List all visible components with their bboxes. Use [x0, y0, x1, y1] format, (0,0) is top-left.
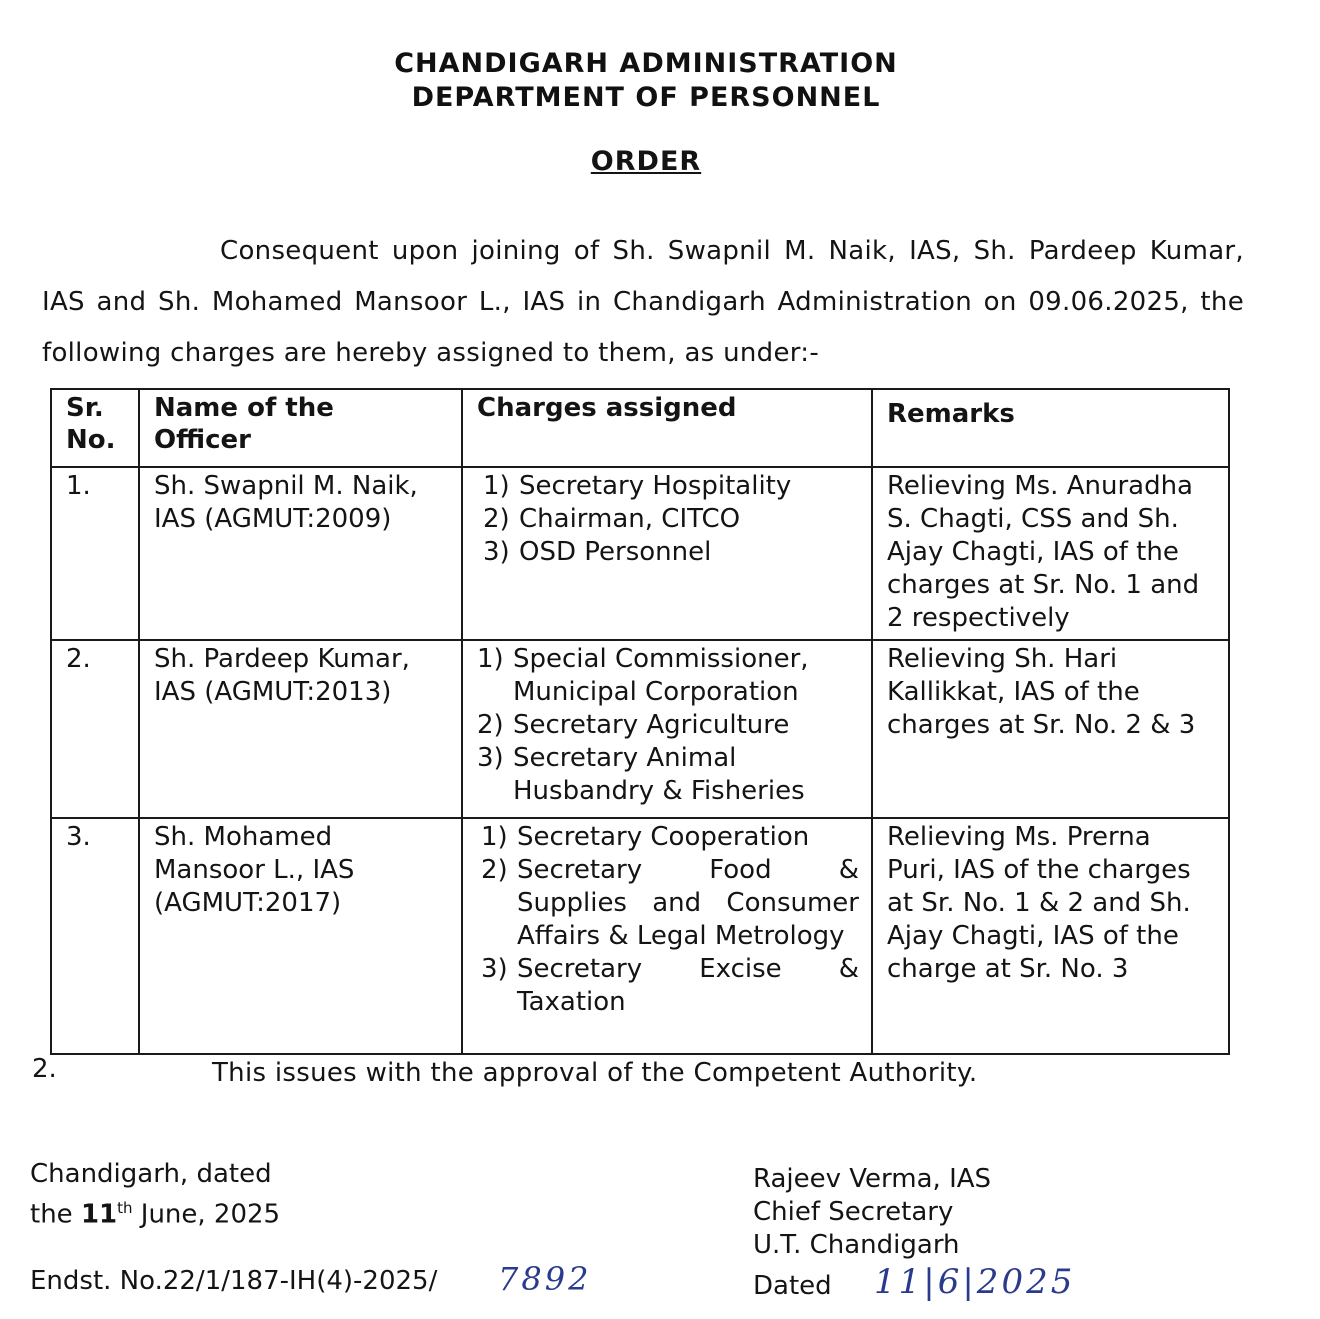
header-sr-no: Sr. No.	[51, 389, 139, 467]
row-sr: 3.	[51, 818, 139, 1054]
paragraph-2-number: 2.	[32, 1054, 57, 1084]
charge-item: 3) OSD Personnel	[483, 537, 712, 567]
table-row	[51, 818, 1229, 1054]
row-charges	[462, 640, 872, 818]
charge-item: 1) Secretary Cooperation	[481, 822, 810, 852]
charge-item: 2) Chairman, CITCO	[483, 504, 741, 534]
order-title: ORDER	[590, 146, 702, 177]
row-remarks: Relieving Ms. Anuradha S. Chagti, CSS and Sh. Ajay Chagti, IAS of the charges at Sr. No. 1 and 2 respectively	[872, 467, 1229, 640]
paragraph-2-text: This issues with the approval of the Competent Authority.	[212, 1058, 978, 1088]
handwritten-date: 11|6|2025	[874, 1262, 1076, 1302]
row-sr: 2.	[51, 640, 139, 818]
row-remarks: Relieving Ms. Prerna Puri, IAS of the charges at Sr. No. 1 & 2 and Sh. Ajay Chagti, IAS of the charge at Sr. No. 3	[872, 818, 1229, 1054]
header-charges: Charges assigned	[462, 389, 872, 467]
row-charges	[462, 467, 872, 640]
place-line: Chandigarh, dated	[30, 1159, 272, 1189]
signatory-designation: Chief Secretary	[753, 1197, 954, 1227]
signatory-place: U.T. Chandigarh	[753, 1230, 960, 1260]
date-day: 11	[80, 1199, 118, 1230]
intro-paragraph: Consequent upon joining of Sh. Swapnil M. Naik, IAS, Sh. Pardeep Kumar, IAS and Sh. Mohamed Mansoor L., IAS in Chandigarh Administration on 09.06.2025, the following charges are hereby assigned to them, as under:-	[42, 236, 1244, 368]
handwritten-endorsement-number: 7892	[498, 1260, 592, 1298]
header-remarks: Remarks	[872, 389, 1229, 467]
table-row	[51, 640, 1229, 818]
signatory-block	[753, 1163, 991, 1262]
row-remarks: Relieving Sh. Hari Kallikkat, IAS of the charges at Sr. No. 2 & 3	[872, 640, 1229, 818]
endorsement-number: Endst. No.22/1/187-IH(4)-2025/	[30, 1266, 438, 1296]
table-row	[51, 467, 1229, 640]
row-sr: 1.	[51, 467, 139, 640]
charge-item: 2) Secretary Agriculture	[477, 710, 790, 740]
header-line-2: DEPARTMENT OF PERSONNEL	[411, 82, 881, 113]
row-officer: Sh. Swapnil M. Naik, IAS (AGMUT:2009)	[139, 467, 462, 640]
date-line: the 11th June, 2025	[30, 1199, 281, 1230]
row-officer: Sh. Pardeep Kumar, IAS (AGMUT:2013)	[139, 640, 462, 818]
dated-label: Dated	[753, 1271, 832, 1301]
charge-item: 1) Secretary Hospitality	[483, 471, 792, 501]
table-header-row	[51, 389, 1229, 467]
charge-item: 3) Secretary Excise & Taxation	[481, 954, 859, 1017]
charge-item: 3) Secretary Animal Husbandry & Fisheries	[477, 743, 805, 806]
header-officer-name: Name of the Officer	[139, 389, 462, 467]
header-line-1: CHANDIGARH ADMINISTRATION	[394, 48, 898, 79]
charge-item: 2) Secretary Food & Supplies and Consumer Affairs & Legal Metrology	[481, 855, 859, 951]
signatory-name: Rajeev Verma, IAS	[753, 1164, 992, 1194]
row-officer: Sh. Mohamed Mansoor L., IAS (AGMUT:2017)	[139, 818, 462, 1054]
row-charges	[462, 818, 872, 1054]
charge-item: 1) Special Commissioner, Municipal Corporation	[477, 644, 809, 707]
charges-table	[50, 388, 1230, 1055]
place-and-date	[30, 1157, 280, 1232]
